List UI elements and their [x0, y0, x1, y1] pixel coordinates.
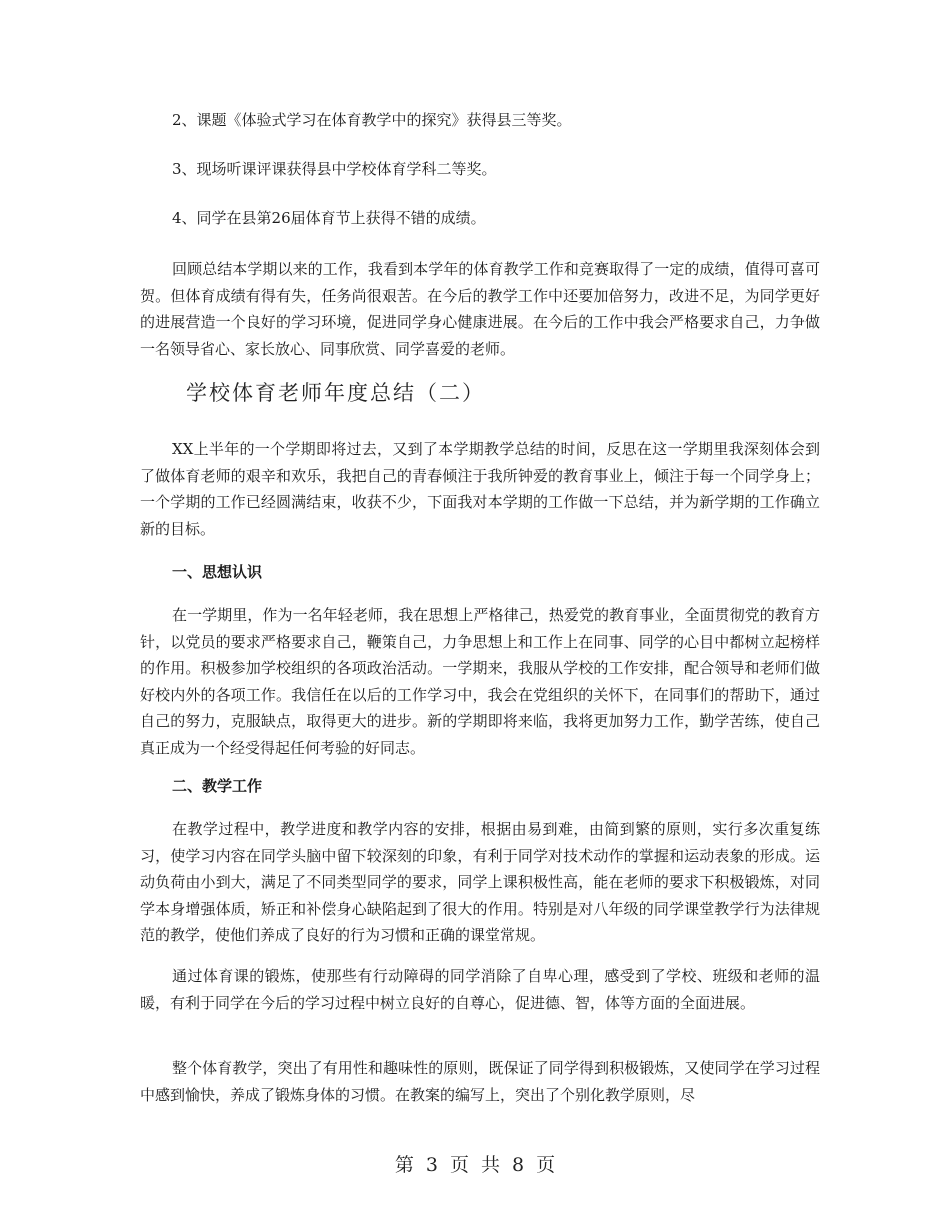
- paragraph-teaching-1: 在教学过程中，教学进度和教学内容的安排，根据由易到难，由简到繁的原则，实行多次重复练习，使学习内容在同学头脑中留下较深刻的印象，有利于同学对技术动作的掌握和运动表象的形成。运动负荷由小到大，满足了不同类型同学的要求，同学上课积极性高，能在老师的要求下积极锻炼，对同学本身增强体质，矫正和补偿身心缺陷起到了很大的作用。特别是对八年级的同学课堂教学行为法律规范的教学，使他们养成了良好的行为习惯和正确的课堂常规。: [140, 820, 820, 944]
- paragraph-teaching-3: 整个体育教学，突出了有用性和趣味性的原则，既保证了同学得到积极锻炼，又使同学在学习过程中感到愉快，养成了锻炼身体的习惯。在教案的编写上，突出了个别化教学原则，尽: [140, 1059, 820, 1104]
- heading-thought: 一、思想认识: [172, 563, 263, 581]
- list-item-award-3: 3、现场听课评课获得县中学校体育学科二等奖。: [172, 160, 497, 178]
- paragraph-teaching-2: 通过体育课的锻炼，使那些有行动障碍的同学消除了自卑心理，感受到了学校、班级和老师的温暖，有利于同学在今后的学习过程中树立良好的自尊心，促进德、智，体等方面的全面进展。: [140, 967, 820, 1012]
- paragraph-thought: 在一学期里，作为一名年轻老师，我在思想上严格律己，热爱党的教育事业，全面贯彻党的教育方针，以党员的要求严格要求自己，鞭策自己，力争思想上和工作上在同事、同学的心目中都树立起榜样的作用。积极参加学校组织的各项政治活动。一学期来，我服从学校的工作安排，配合领导和老师们做好校内外的各项工作。我信任在以后的工作学习中，我会在党组织的关怀下，在同事们的帮助下，通过自己的努力，克服缺点，取得更大的进步。新的学期即将来临，我将更加努力工作，勤学苦练，使自己真正成为一个经受得起任何考验的好同志。: [140, 606, 820, 757]
- paragraph-intro: XX上半年的一个学期即将过去，又到了本学期教学总结的时间，反思在这一学期里我深刻体会到了做体育老师的艰辛和欢乐，我把自己的青春倾注于我所钟爱的教育事业上，倾注于每一个同学身上；一个学期的工作已经圆满结束，收获不少，下面我对本学期的工作做一下总结，并为新学期的工作确立新的目标。: [140, 440, 820, 538]
- paragraph-review: 回顾总结本学期以来的工作，我看到本学年的体育教学工作和竞赛取得了一定的成绩，值得可喜可贺。但体育成绩有得有失，任务尚很艰苦。在今后的教学工作中还要加倍努力，改进不足，为同学更好的进展营造一个良好的学习环境，促进同学身心健康进展。在今后的工作中我会严格要求自己，力争做一名领导省心、家长放心、同事欣赏、同学喜爱的老师。: [140, 260, 820, 358]
- page-footer: 第 3 页 共 8 页: [394, 1154, 556, 1176]
- heading-teaching: 二、教学工作: [172, 777, 263, 795]
- list-item-award-2: 2、课题《体验式学习在体育教学中的探究》获得县三等奖。: [172, 111, 572, 129]
- list-item-award-4: 4、同学在县第26届体育节上获得不错的成绩。: [172, 209, 486, 227]
- section-title: 学校体育老师年度总结（二）: [186, 381, 485, 405]
